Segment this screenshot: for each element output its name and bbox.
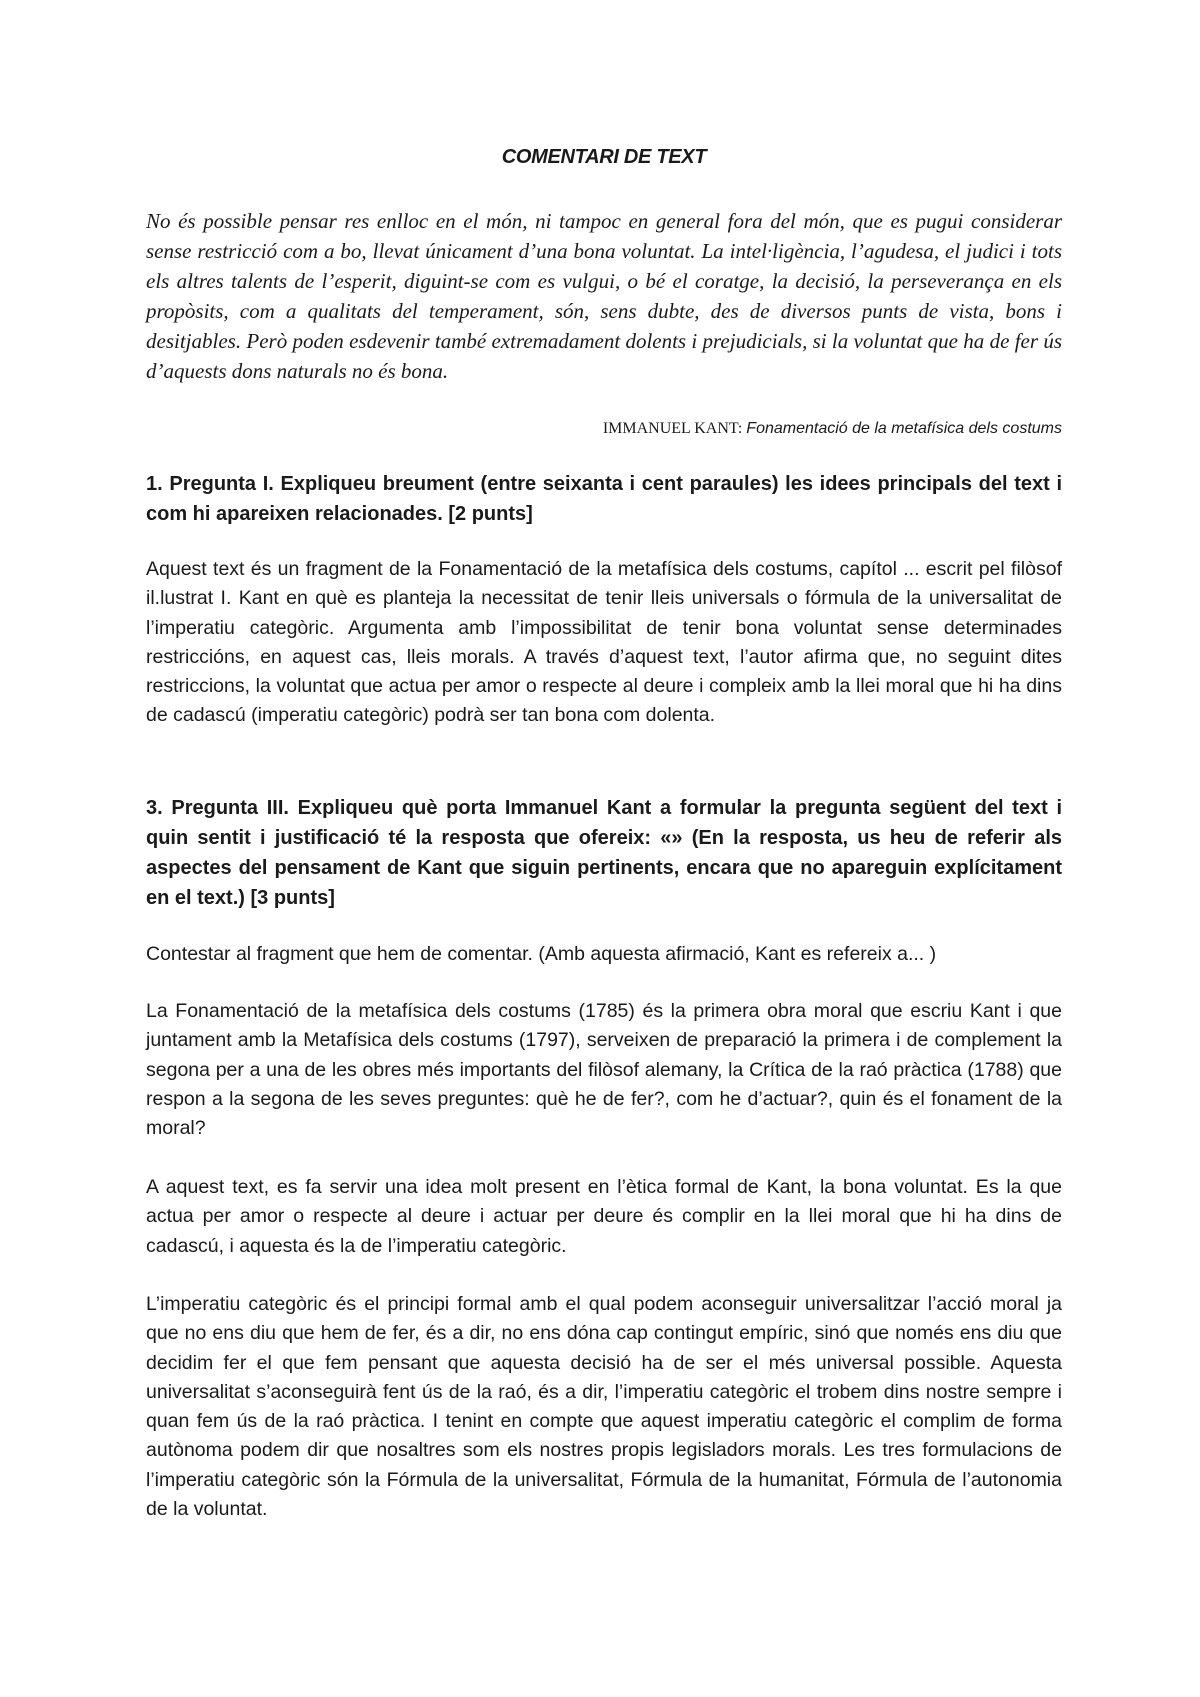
quote-attribution — [603, 420, 1062, 438]
kant-quote: No és possible pensar res enlloc en el món, ni tampoc en general fora del món, que es pugui considerar sense restricció com a bo, llevat únicament d’una bona voluntat. La intel·ligència, l’agudesa, el judici i tots els altres talents de l’esperit, diguint-se com es vulgui, o bé el coratge, la decisió, la perseverança en els propòsits, com a qualitats del temperament, són, sens dubte, des de diversos punts de vista, bons i desitjables. Però poden esdevenir també extremadament dolents i prejudicials, si la voluntat que ha de fer ús d’aquests dons naturals no és bona. — [146, 209, 1062, 383]
question-3: 3. Pregunta III. Expliqueu què porta Immanuel Kant a formular la pregunta següent del text i quin sentit i justificació té la resposta que ofereix: «» (En la resposta, us heu de referir als aspectes del pensament de Kant que siguin pertinents, encara que no apareguin explícitament en el text.) [3 punts] — [146, 797, 1062, 909]
attribution-work: Fonamentació de la metafísica dels costums — [746, 420, 1062, 437]
document-title: COMENTARI DE TEXT — [501, 146, 707, 168]
attribution-author: IMMANUEL KANT: — [602, 420, 743, 437]
question-1: 1. Pregunta I. Expliqueu breument (entre seixanta i cent paraules) les idees principals del text i com hi apareixen relacionades. [2 punts] — [146, 473, 1062, 525]
answer-3-paragraph: L’imperatiu categòric és el principi formal amb el qual podem aconseguir universalitzar l’acció moral ja que no ens diu que hem de fer, és a dir, no ens dóna cap contingut empíric, sinó que només ens diu que decidim fer el que fem pensant que aquesta decisió ha de ser el més universal possible. Aquesta universalitat s’aconseguirà fent ús de la raó, és a dir, l’imperatiu categòric el trobem dins nostre sempre i quan fem ús de la raó pràctica. I tenint en compte que aquest imperatiu categòric el complim de forma autònoma podem dir que nosaltres som els nostres propis legisladors morals. Les tres formulacions de l’imperatiu categòric són la Fórmula de la universalitat, Fórmula de la humanitat, Fórmula de l’autonomia de la voluntat. — [146, 1293, 1062, 1521]
answer-1: Aquest text és un fragment de la Fonamentació de la metafísica dels costums, capítol ... escrit pel filòsof il.lustrat I. Kant en què es planteja la necessitat de tenir lleis universals o fórmula de la universalitat de l’imperatiu categòric. Argumenta amb l’impossibilitat de tenir bona voluntat sense determinades restriccións, en aquest cas, lleis morals. A través d’aquest text, l’autor afirma que, no seguint dites restriccions, la voluntat que actua per amor o respecte al deure i compleix amb la llei moral que hi ha dins de cadascú (imperatiu categòric) podrà ser tan bona com dolenta. — [146, 558, 1062, 727]
answer-3-paragraph: A aquest text, es fa servir una idea molt present en l’ètica formal de Kant, la bona voluntat. Es la que actua per amor o respecte al deure i actuar per deure és complir en la llei moral que hi ha dins de cadascú, i aquesta és la de l’imperatiu categòric. — [146, 1176, 1062, 1257]
answer-3-intro: Contestar al fragment que hem de comentar. (Amb aquesta afirmació, Kant es refereix a... ) — [146, 943, 937, 965]
answer-3-paragraph: La Fonamentació de la metafísica dels costums (1785) és la primera obra moral que escriu Kant i que juntament amb la Metafísica dels costums (1797), serveixen de preparació la primera i de complement la segona per a una de les obres més importants del filòsof alemany, la Crítica de la raó pràctica (1788) que respon a la segona de les seves preguntes: què he de fer?, com he d’actuar?, quin és el fonament de la moral? — [146, 1000, 1062, 1140]
